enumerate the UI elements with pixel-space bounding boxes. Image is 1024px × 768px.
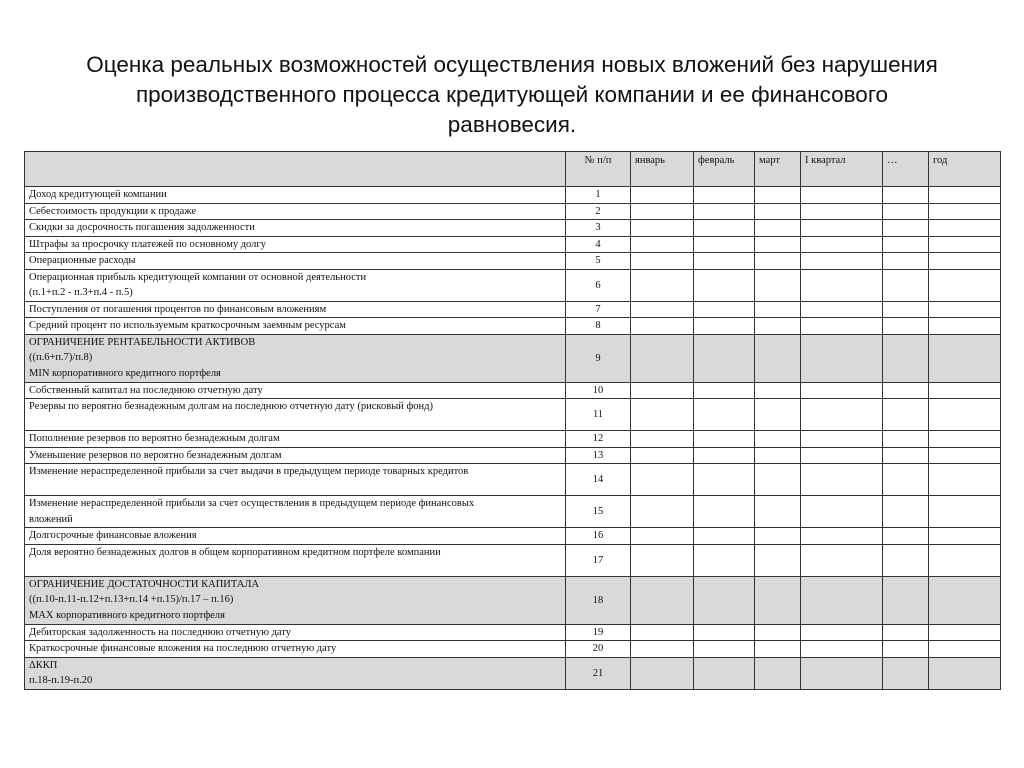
cell-january (631, 624, 694, 641)
row-description-line: MAX корпоративного кредитного портфеля (29, 609, 225, 621)
row-number: 4 (566, 236, 631, 253)
row-number: 15 (566, 496, 631, 528)
row-description (25, 447, 566, 464)
table-row (25, 382, 1001, 399)
cell-year (929, 657, 1001, 689)
cell-february (694, 576, 755, 624)
cell-year (929, 447, 1001, 464)
cell-january (631, 544, 694, 576)
cell-march (755, 187, 801, 204)
cell-march (755, 528, 801, 545)
table-row (25, 431, 1001, 448)
cell-ellipsis (883, 431, 929, 448)
cell-march (755, 496, 801, 528)
cell-quarter-1 (801, 641, 883, 658)
cell-quarter-1 (801, 576, 883, 624)
cell-year (929, 399, 1001, 431)
cell-quarter-1 (801, 496, 883, 528)
cell-ellipsis (883, 220, 929, 237)
cell-march (755, 203, 801, 220)
cell-february (694, 236, 755, 253)
cell-february (694, 203, 755, 220)
cell-march (755, 334, 801, 382)
row-number: 7 (566, 301, 631, 318)
table-row (25, 576, 1001, 624)
cell-january (631, 447, 694, 464)
cell-february (694, 382, 755, 399)
cell-quarter-1 (801, 544, 883, 576)
cell-ellipsis (883, 496, 929, 528)
row-description (25, 544, 566, 576)
cell-march (755, 464, 801, 496)
row-description-line: вложений (29, 513, 73, 525)
table-row (25, 464, 1001, 496)
title-line-2: производственного процесса кредитующей компании и ее финансового (135, 82, 889, 107)
cell-ellipsis (883, 657, 929, 689)
row-number: 14 (566, 464, 631, 496)
row-number: 6 (566, 269, 631, 301)
table-row (25, 641, 1001, 658)
cell-january (631, 641, 694, 658)
cell-march (755, 269, 801, 301)
table-row (25, 496, 1001, 528)
cell-march (755, 399, 801, 431)
cell-year (929, 641, 1001, 658)
row-description (25, 301, 566, 318)
row-description-line: Изменение нераспределенной прибыли за счет осуществления в предыдущем периоде финансовых (29, 498, 475, 509)
cell-year (929, 334, 1001, 382)
cell-january (631, 269, 694, 301)
row-description-line: ΔККП (29, 659, 58, 671)
header-year: год (929, 152, 1001, 187)
row-number: 5 (566, 253, 631, 270)
cell-ellipsis (883, 301, 929, 318)
cell-quarter-1 (801, 253, 883, 270)
cell-quarter-1 (801, 203, 883, 220)
cell-february (694, 641, 755, 658)
cell-ellipsis (883, 203, 929, 220)
header-march: март (755, 152, 801, 187)
row-description-line: Доход кредитующей компании (29, 189, 167, 200)
row-number: 21 (566, 657, 631, 689)
cell-march (755, 382, 801, 399)
table-row (25, 253, 1001, 270)
table-row (25, 544, 1001, 576)
cell-january (631, 576, 694, 624)
cell-ellipsis (883, 624, 929, 641)
table-row (25, 269, 1001, 301)
table-row (25, 187, 1001, 204)
row-description (25, 399, 566, 431)
cell-ellipsis (883, 269, 929, 301)
row-description (25, 657, 566, 689)
cell-march (755, 447, 801, 464)
cell-year (929, 576, 1001, 624)
header-number: № п/п (566, 152, 631, 187)
cell-january (631, 318, 694, 335)
row-description-line: п.18-п.19-п.20 (29, 675, 93, 686)
table-body (25, 187, 1001, 690)
header-january: январь (631, 152, 694, 187)
row-description (25, 528, 566, 545)
row-number: 10 (566, 382, 631, 399)
row-description-line: ((п.6+п.7)/п.8) (29, 352, 93, 363)
cell-ellipsis (883, 528, 929, 545)
row-description (25, 641, 566, 658)
cell-march (755, 301, 801, 318)
table-row (25, 203, 1001, 220)
cell-year (929, 236, 1001, 253)
row-description (25, 624, 566, 641)
table-row (25, 447, 1001, 464)
cell-january (631, 657, 694, 689)
cell-february (694, 187, 755, 204)
cell-march (755, 544, 801, 576)
cell-january (631, 382, 694, 399)
cell-january (631, 203, 694, 220)
header-ellipsis: … (883, 152, 929, 187)
cell-february (694, 447, 755, 464)
table-row (25, 334, 1001, 382)
cell-quarter-1 (801, 220, 883, 237)
cell-february (694, 220, 755, 237)
row-number: 8 (566, 318, 631, 335)
cell-january (631, 236, 694, 253)
page-title (40, 50, 984, 140)
cell-ellipsis (883, 334, 929, 382)
row-description (25, 203, 566, 220)
cell-march (755, 318, 801, 335)
cell-quarter-1 (801, 528, 883, 545)
cell-january (631, 431, 694, 448)
cell-ellipsis (883, 464, 929, 496)
row-number: 17 (566, 544, 631, 576)
row-description (25, 318, 566, 335)
row-description-line: ОГРАНИЧЕНИЕ ДОСТАТОЧНОСТИ КАПИТАЛА (29, 578, 260, 590)
cell-year (929, 382, 1001, 399)
cell-ellipsis (883, 318, 929, 335)
row-number: 2 (566, 203, 631, 220)
cell-quarter-1 (801, 334, 883, 382)
cell-january (631, 220, 694, 237)
cell-february (694, 269, 755, 301)
row-number: 9 (566, 334, 631, 382)
cell-year (929, 301, 1001, 318)
cell-february (694, 301, 755, 318)
cell-february (694, 399, 755, 431)
cell-ellipsis (883, 399, 929, 431)
cell-january (631, 528, 694, 545)
cell-year (929, 253, 1001, 270)
cell-february (694, 253, 755, 270)
row-description-line: Себестоимость продукции к продаже (29, 205, 197, 217)
cell-january (631, 187, 694, 204)
table-row (25, 624, 1001, 641)
cell-year (929, 431, 1001, 448)
cell-quarter-1 (801, 187, 883, 204)
cell-year (929, 496, 1001, 528)
cell-january (631, 399, 694, 431)
cell-february (694, 334, 755, 382)
cell-ellipsis (883, 641, 929, 658)
cell-year (929, 203, 1001, 220)
cell-ellipsis (883, 447, 929, 464)
cell-january (631, 464, 694, 496)
cell-year (929, 528, 1001, 545)
cell-march (755, 657, 801, 689)
row-description-line: Доля вероятно безнадежных долгов в общем корпоративном кредитном портфеле компании (29, 546, 441, 558)
row-number: 1 (566, 187, 631, 204)
row-description-line: ((п.10-п.11-п.12+п.13+п.14 +п.15)/п.17 – п.16) (29, 594, 234, 605)
row-description (25, 382, 566, 399)
cell-february (694, 624, 755, 641)
cell-ellipsis (883, 382, 929, 399)
cell-year (929, 544, 1001, 576)
row-description-line: Штрафы за просрочку платежей по основному долгу (29, 238, 266, 250)
cell-ellipsis (883, 253, 929, 270)
row-description (25, 187, 566, 204)
row-description-line: Операционные расходы (29, 255, 136, 266)
cell-january (631, 496, 694, 528)
row-number: 11 (566, 399, 631, 431)
cell-january (631, 301, 694, 318)
table-row (25, 528, 1001, 545)
cell-quarter-1 (801, 318, 883, 335)
row-description-line: ОГРАНИЧЕНИЕ РЕНТАБЕЛЬНОСТИ АКТИВОВ (29, 336, 256, 348)
row-number: 16 (566, 528, 631, 545)
row-number: 19 (566, 624, 631, 641)
table-row (25, 318, 1001, 335)
cell-ellipsis (883, 544, 929, 576)
row-description-line: MIN корпоративного кредитного портфеля (29, 367, 221, 379)
row-description-line: Уменьшение резервов по вероятно безнадежным долгам (29, 449, 282, 461)
cell-quarter-1 (801, 382, 883, 399)
table-row (25, 236, 1001, 253)
header-description (25, 152, 566, 187)
cell-quarter-1 (801, 431, 883, 448)
cell-ellipsis (883, 576, 929, 624)
cell-february (694, 657, 755, 689)
table-header-row (25, 152, 1001, 187)
row-description (25, 464, 566, 496)
cell-quarter-1 (801, 236, 883, 253)
cell-year (929, 269, 1001, 301)
table-row (25, 301, 1001, 318)
cell-quarter-1 (801, 464, 883, 496)
cell-ellipsis (883, 187, 929, 204)
row-description-line: Краткосрочные финансовые вложения на последнюю отчетную дату (29, 643, 337, 654)
cell-ellipsis (883, 236, 929, 253)
cell-quarter-1 (801, 657, 883, 689)
cell-march (755, 576, 801, 624)
cell-march (755, 236, 801, 253)
row-description-line: Изменение нераспределенной прибыли за счет выдачи в предыдущем периоде товарных кредитов (29, 466, 469, 477)
row-description (25, 576, 566, 624)
cell-year (929, 464, 1001, 496)
row-description-line: Средний процент по используемым краткосрочным заемным ресурсам (29, 320, 346, 331)
cell-january (631, 334, 694, 382)
cell-march (755, 220, 801, 237)
row-description-line: Скидки за досрочность погашения задолженности (29, 222, 255, 233)
row-description (25, 334, 566, 382)
title-line-1: Оценка реальных возможностей осуществления новых вложений без нарушения (86, 52, 938, 77)
row-number: 18 (566, 576, 631, 624)
cell-quarter-1 (801, 624, 883, 641)
cell-quarter-1 (801, 301, 883, 318)
row-description (25, 269, 566, 301)
row-description-line: Собственный капитал на последнюю отчетную дату (29, 384, 263, 396)
row-description (25, 496, 566, 528)
cell-march (755, 624, 801, 641)
cell-february (694, 528, 755, 545)
cell-year (929, 220, 1001, 237)
row-description-line: Дебиторская задолженность на последнюю отчетную дату (29, 626, 292, 638)
table-row (25, 399, 1001, 431)
table-row (25, 220, 1001, 237)
row-description-line: Долгосрочные финансовые вложения (29, 530, 197, 541)
row-number: 12 (566, 431, 631, 448)
row-description (25, 220, 566, 237)
header-quarter-1: I квартал (801, 152, 883, 187)
financial-table (24, 151, 1001, 690)
cell-quarter-1 (801, 269, 883, 301)
cell-year (929, 624, 1001, 641)
cell-february (694, 431, 755, 448)
cell-february (694, 464, 755, 496)
cell-january (631, 253, 694, 270)
cell-quarter-1 (801, 399, 883, 431)
row-description-line: Операционная прибыль кредитующей компании от основной деятельности (29, 271, 367, 283)
row-description (25, 236, 566, 253)
cell-year (929, 318, 1001, 335)
row-description-line: Пополнение резервов по вероятно безнадежным долгам (29, 433, 280, 444)
cell-year (929, 187, 1001, 204)
cell-march (755, 641, 801, 658)
cell-quarter-1 (801, 447, 883, 464)
title-line-3: равновесия. (447, 112, 577, 137)
row-description (25, 431, 566, 448)
row-number: 3 (566, 220, 631, 237)
cell-february (694, 496, 755, 528)
cell-february (694, 544, 755, 576)
cell-february (694, 318, 755, 335)
row-description-line: Резервы по вероятно безнадежным долгам на последнюю отчетную дату (рисковый фонд) (29, 401, 433, 412)
row-description-line: (п.1+п.2 - п.3+п.4 - п.5) (29, 287, 133, 298)
cell-march (755, 431, 801, 448)
header-february: февраль (694, 152, 755, 187)
row-description (25, 253, 566, 270)
row-number: 20 (566, 641, 631, 658)
row-number: 13 (566, 447, 631, 464)
row-description-line: Поступления от погашения процентов по финансовым вложениям (29, 303, 327, 315)
cell-march (755, 253, 801, 270)
table-row (25, 657, 1001, 689)
